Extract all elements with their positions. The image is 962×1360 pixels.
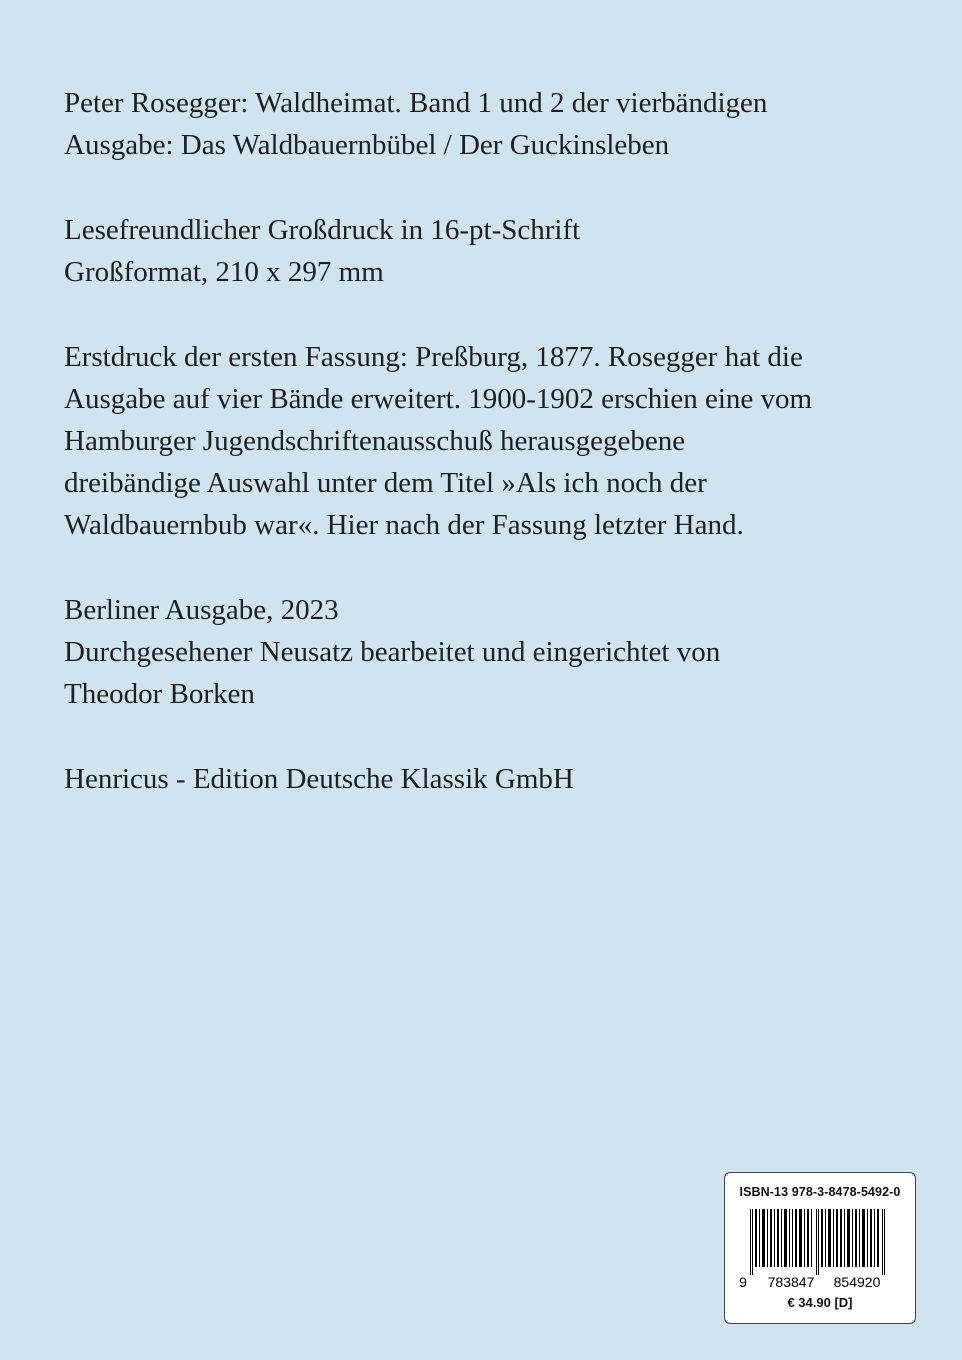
barcode-bar bbox=[867, 1209, 868, 1267]
barcode-icon bbox=[737, 1209, 905, 1291]
barcode-bar bbox=[882, 1209, 883, 1275]
barcode-bar bbox=[855, 1209, 857, 1267]
barcode-bar bbox=[759, 1209, 760, 1267]
barcode-bar bbox=[784, 1209, 787, 1267]
barcode-bar bbox=[877, 1209, 879, 1267]
barcode-bar bbox=[821, 1209, 823, 1267]
price-text: € 34.90 [D] bbox=[787, 1295, 853, 1310]
barcode-bar bbox=[750, 1209, 751, 1275]
barcode-bar bbox=[804, 1209, 805, 1267]
barcode-bar bbox=[884, 1209, 885, 1275]
barcode-bar bbox=[874, 1209, 875, 1267]
barcode-bar bbox=[762, 1209, 765, 1267]
barcode-bar bbox=[777, 1209, 779, 1267]
paragraph-format-info bbox=[64, 209, 924, 293]
barcode-bar bbox=[770, 1209, 772, 1267]
text-line: Ausgabe auf vier Bände erweitert. 1900-1902 erschien eine vom bbox=[64, 383, 813, 415]
text-line: Erstdruck der ersten Fassung: Preßburg, 1877. Rosegger hat die bbox=[64, 341, 803, 373]
isbn-text: ISBN-13 978-3-8478-5492-0 bbox=[739, 1185, 901, 1199]
text-line: Waldbauernbub war«. Hier nach der Fassung letzter Hand. bbox=[64, 509, 744, 541]
publisher-name: Henricus - Edition Deutsche Klassik GmbH bbox=[64, 763, 574, 795]
barcode-bar bbox=[767, 1209, 768, 1267]
barcode-bar bbox=[818, 1209, 819, 1275]
barcode-bar bbox=[836, 1209, 838, 1267]
barcode-bar bbox=[825, 1209, 826, 1267]
barcode-bar bbox=[833, 1209, 834, 1267]
barcode-bar bbox=[799, 1209, 802, 1267]
paragraph-edition-history bbox=[64, 336, 924, 546]
barcode-bar bbox=[781, 1209, 782, 1267]
text-line: Lesefreundlicher Großdruck in 16-pt-Schrift bbox=[64, 214, 581, 246]
barcode-bar bbox=[755, 1209, 757, 1267]
barcode-bar bbox=[811, 1209, 812, 1267]
text-line: Theodor Borken bbox=[64, 678, 255, 710]
barcode-bar bbox=[789, 1209, 790, 1267]
text-line: Ausgabe: Das Waldbauernbübel / Der Guckinsleben bbox=[64, 129, 670, 161]
barcode-bar bbox=[852, 1209, 853, 1267]
text-line: Peter Rosegger: Waldheimat. Band 1 und 2 der vierbändigen bbox=[64, 87, 768, 119]
barcode-bar bbox=[795, 1209, 797, 1267]
paragraph-title-info bbox=[64, 82, 924, 166]
paragraph-edition-credits bbox=[64, 589, 924, 715]
barcode-digits-left: 783847 bbox=[767, 1274, 815, 1290]
back-cover-text bbox=[64, 82, 924, 843]
text-line: Großformat, 210 x 297 mm bbox=[64, 256, 384, 288]
text-line: Durchgesehener Neusatz bearbeitet und eingerichtet von bbox=[64, 636, 721, 668]
paragraph-publisher bbox=[64, 758, 924, 800]
barcode-bar bbox=[828, 1209, 831, 1267]
barcode-bar bbox=[870, 1209, 872, 1267]
text-line: Berliner Ausgabe, 2023 bbox=[64, 594, 339, 626]
barcode-bar bbox=[847, 1209, 850, 1267]
barcode-bar bbox=[816, 1209, 817, 1275]
barcode-bar bbox=[862, 1209, 865, 1267]
barcode-bar bbox=[752, 1209, 753, 1275]
barcode-bar bbox=[840, 1209, 842, 1267]
barcode-bar bbox=[844, 1209, 845, 1267]
barcode-digits-right: 854920 bbox=[833, 1274, 881, 1290]
barcode-label bbox=[724, 1172, 916, 1324]
barcode-bar bbox=[859, 1209, 860, 1267]
barcode-bar bbox=[792, 1209, 793, 1267]
text-line: Hamburger Jugendschriftenausschuß herausgegebene bbox=[64, 425, 686, 457]
barcode-bar bbox=[774, 1209, 775, 1267]
barcode-digit-first: 9 bbox=[739, 1274, 747, 1290]
barcode-bar bbox=[807, 1209, 809, 1267]
text-line: dreibändige Auswahl unter dem Titel »Als ich noch der bbox=[64, 467, 707, 499]
